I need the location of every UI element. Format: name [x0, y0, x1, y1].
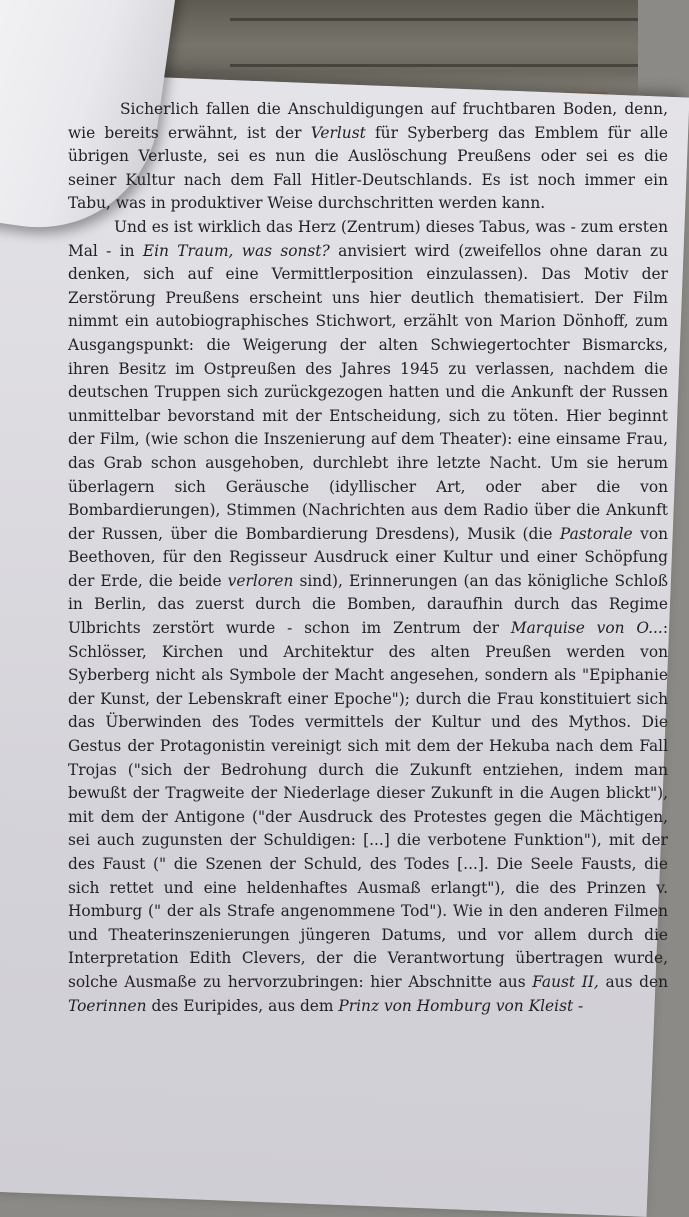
text-run: des Euripides, aus dem: [146, 996, 339, 1015]
italic-title-run: Ein Traum, was sonst?: [142, 241, 330, 260]
text-run: aus den: [598, 972, 669, 991]
italic-title-run: Prinz von Homburg von Kleist: [338, 996, 574, 1015]
italic-title-run: Toerinnen: [68, 996, 147, 1015]
text-run: Sicherlich fallen die Anschuldigungen auf fruchtbaren Boden, denn, wie bereits erwähnt, ist der: [68, 100, 668, 142]
text-run: für Syberberg das Emblem für alle übrigen Verluste, sei es nun die Auslöschung Preußens oder sei es die seiner Kultur nach dem Fall Hitler-Deutschlands. Es ist noch immer ein Tabu, was in produktiver Weise durchschritten werden kann.: [68, 123, 669, 213]
text-run: sind), Erinnerungen (an das königliche Schloß in Berlin, das zuerst durch die Bomben, daraufhin durch das Regime Ulbrichts zerstört wurde - schon im Zentrum der: [68, 571, 668, 638]
text-run: -: [573, 996, 584, 1015]
italic-title-run: Faust II,: [532, 972, 599, 991]
page-body-text: [68, 98, 668, 1018]
italic-title-run: Marquise von O...: [510, 619, 663, 638]
text-run: : Schlösser, Kirchen und Architektur des alten Preußen werden von Syberberg nicht als Symbole der Macht angesehen, sondern als "Epiphanie der Kunst, der Lebenskraft einer Epoche"); durch die Frau konstituiert sich das Überwinden des Todes vermittels der Kultur und des Mythos. Die Gestus der Protagonistin vereinigt sich mit dem der Hekuba nach dem Fall Trojas ("sich der Bedrohung durch die Zukunft entziehen, indem man bewußt der Tragweite der Niederlage dieser Zukunft in die Augen blickt"), mit dem der Antigone ("der Ausdruck des Protestes gegen die Mächtigen, sei auch zugunsten der Schuldigen: [...] die verbotene Funktion"), mit der des Faust (" die Szenen der Schuld, des Todes [...]. Die Seele Fausts, die sich rettet und eine heldenhaftes Ausmaß erlangt"), die des Prinzen v. Homburg (" der als Strafe angenommene Tod"). Wie in den anderen Filmen und Theaterinszenierungen jüngeren Datums, und vor allem durch die Interpretation Edith Clevers, der die Verantwortung übertragen wurde, solche Ausmaße zu hervorzubringen: hier Abschnitte aus: [68, 619, 668, 991]
paragraph-2: [68, 216, 668, 1018]
text-run: von Beethoven, für den Regisseur Ausdruck einer Kultur und einer Schöpfung der Erde, die beide: [68, 524, 669, 590]
text-run: Und es ist wirklich das Herz (Zentrum) dieses Tabus, was - zum ersten Mal - in: [68, 217, 668, 260]
plank-seam: [230, 18, 638, 21]
plank-seam: [230, 64, 638, 67]
italic-title-run: Verlust: [310, 123, 366, 142]
paragraph-1: [68, 98, 668, 216]
italic-title-run: verloren: [227, 571, 294, 590]
text-run: anvisiert wird (zweifellos ohne daran zu denken, sich auf eine Vermittlerposition einzulassen). Das Motiv der Zerstörung Preußens erscheint uns hier deutlich thematisiert. Der Film nimmt ein autobiographisches Stichwort, erzählt von Marion Dönhoff, zum Ausgangspunkt: die Weigerung der alten Schwiegertochter Bismarcks, ihren Besitz im Ostpreußen des Jahres 1945 zu verlassen, nachdem die deutschen Truppen sich zurückgezogen hatten und die Ankunft der Russen unmittelbar bevorstand mit der Entscheidung, sich zu töten. Hier beginnt der Film, (wie schon die Inszenierung auf dem Theater): eine einsame Frau, das Grab schon ausgehoben, durchlebt ihre letzte Nacht. Um sie herum überlagern sich Geräusche (idyllischer Art, oder aber die von Bombardierungen), Stimmen (Nachrichten aus dem Radio über die Ankunft der Russen, über die Bombardierung Dresdens), Musik (die: [68, 241, 668, 543]
italic-title-run: Pastorale: [559, 524, 633, 543]
